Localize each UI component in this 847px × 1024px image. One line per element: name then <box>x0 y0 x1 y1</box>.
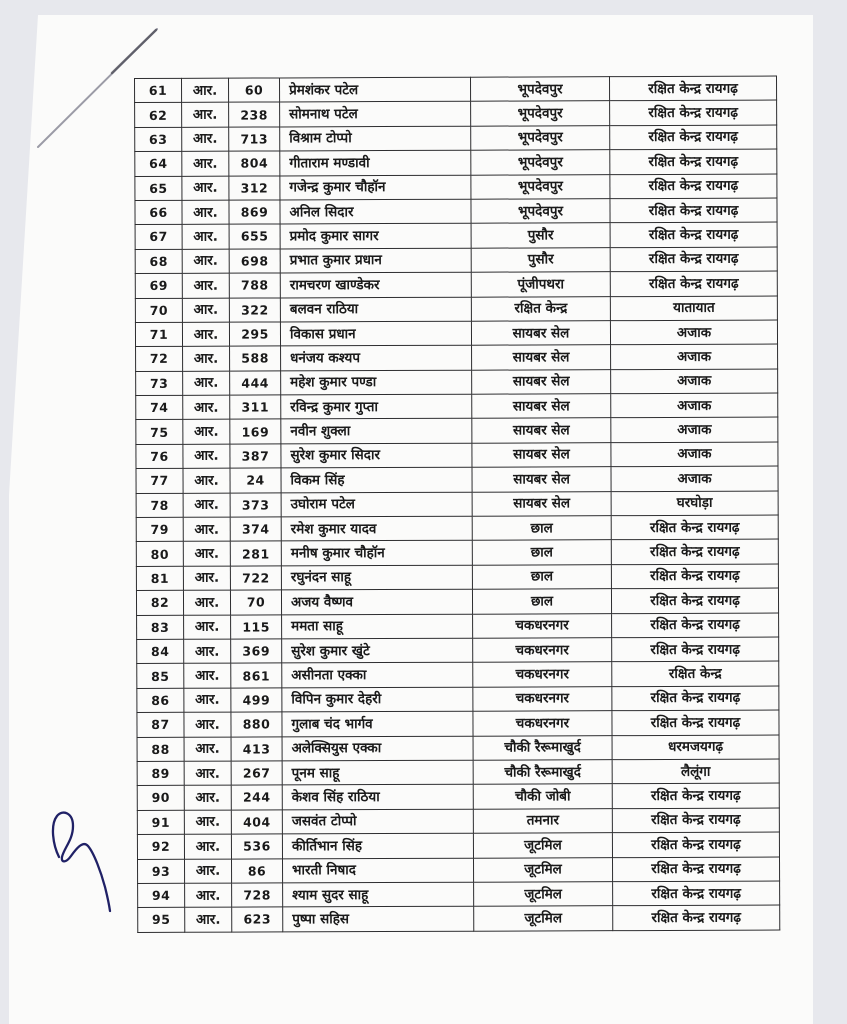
cell-rank: आर. <box>185 883 232 908</box>
cell-serial-number: 67 <box>135 225 182 250</box>
cell-new-posting: अजाक <box>611 344 778 369</box>
cell-new-posting: रक्षित केन्द्र रायगढ़ <box>610 125 777 150</box>
cell-rank: आर. <box>182 298 229 323</box>
cell-current-posting: छाल <box>472 564 611 589</box>
table-row <box>137 759 779 786</box>
cell-current-posting: चकधरनगर <box>473 613 612 638</box>
table-row <box>135 125 777 152</box>
table-row <box>136 466 778 493</box>
cell-serial-number: 89 <box>137 761 184 786</box>
cell-badge-number: 115 <box>231 615 282 640</box>
cell-name: रविन्द्र कुमार गुप्ता <box>281 394 472 419</box>
cell-name: असीनता एक्का <box>282 663 473 688</box>
cell-serial-number: 84 <box>137 639 184 664</box>
table-row <box>137 613 779 640</box>
cell-new-posting: रक्षित केन्द्र रायगढ़ <box>612 637 779 662</box>
cell-current-posting: चौकी रैरूमाखुर्द <box>473 735 612 760</box>
cell-serial-number: 91 <box>137 810 184 835</box>
table-row <box>137 637 779 664</box>
cell-new-posting: रक्षित केन्द्र रायगढ़ <box>610 247 777 272</box>
cell-badge-number: 387 <box>230 444 281 469</box>
table-row <box>135 296 777 323</box>
cell-new-posting: रक्षित केन्द्र रायगढ़ <box>611 564 778 589</box>
cell-current-posting: सायबर सेल <box>472 443 611 468</box>
cell-rank: आर. <box>184 639 231 664</box>
table-row <box>135 247 777 274</box>
cell-current-posting: छाल <box>472 516 611 541</box>
cell-badge-number: 169 <box>230 419 281 444</box>
cell-rank: आर. <box>184 810 231 835</box>
table-row <box>135 271 777 298</box>
cell-badge-number: 369 <box>231 639 282 664</box>
table-row <box>137 783 779 810</box>
cell-rank: आर. <box>184 785 231 810</box>
cell-serial-number: 87 <box>137 712 184 737</box>
cell-name: श्याम सुदर साहू <box>283 882 474 907</box>
cell-badge-number: 588 <box>230 346 281 371</box>
cell-serial-number: 64 <box>135 151 182 176</box>
table-body <box>135 76 780 932</box>
cell-name: जसवंत टोप्पो <box>282 809 473 834</box>
cell-rank: आर. <box>184 664 231 689</box>
cell-new-posting: रक्षित केन्द्र रायगढ़ <box>612 857 779 882</box>
cell-serial-number: 71 <box>135 322 182 347</box>
cell-rank: आर. <box>184 688 231 713</box>
cell-new-posting: रक्षित केन्द्र रायगढ़ <box>612 808 779 833</box>
cell-rank: आर. <box>183 590 230 615</box>
cell-new-posting: रक्षित केन्द्र रायगढ़ <box>611 588 778 613</box>
cell-badge-number: 311 <box>230 395 281 420</box>
cell-rank: आर. <box>182 249 229 274</box>
cell-current-posting: चकधरनगर <box>473 711 612 736</box>
cell-serial-number: 83 <box>137 615 184 640</box>
cell-new-posting: रक्षित केन्द्र रायगढ़ <box>612 710 779 735</box>
cell-current-posting: चकधरनगर <box>473 686 612 711</box>
table-row <box>136 393 778 420</box>
cell-serial-number: 75 <box>136 420 183 445</box>
table-row <box>137 661 779 688</box>
cell-new-posting: अजाक <box>611 369 778 394</box>
cell-serial-number: 86 <box>137 688 184 713</box>
table-row <box>138 905 780 932</box>
cell-new-posting: रक्षित केन्द्र रायगढ़ <box>611 539 778 564</box>
table-row <box>136 588 778 615</box>
cell-name: प्रमोद कुमार सागर <box>280 224 471 249</box>
cell-current-posting: भूपदेवपुर <box>471 174 610 199</box>
table-row <box>135 149 777 176</box>
cell-new-posting: अजाक <box>611 466 778 491</box>
cell-rank: आर. <box>184 761 231 786</box>
cell-new-posting: रक्षित केन्द्र रायगढ़ <box>609 76 776 101</box>
cell-badge-number: 238 <box>229 102 280 127</box>
cell-name: ममता साहू <box>282 614 473 639</box>
cell-badge-number: 880 <box>231 712 282 737</box>
cell-serial-number: 93 <box>137 859 184 884</box>
cell-name: महेश कुमार पण्डा <box>281 370 472 395</box>
cell-name: केशव सिंह राठिया <box>282 785 473 810</box>
cell-badge-number: 244 <box>231 785 282 810</box>
cell-rank: आर. <box>183 346 230 371</box>
cell-serial-number: 80 <box>136 542 183 567</box>
cell-badge-number: 295 <box>229 322 280 347</box>
cell-new-posting: अजाक <box>611 442 778 467</box>
cell-current-posting: चौकी जोबी <box>473 784 612 809</box>
table-row <box>137 735 779 762</box>
table-row <box>136 564 778 591</box>
cell-badge-number: 404 <box>231 810 282 835</box>
cell-serial-number: 88 <box>137 737 184 762</box>
cell-name: पुष्पा सहिस <box>283 906 474 931</box>
cell-serial-number: 81 <box>136 566 183 591</box>
cell-current-posting: सायबर सेल <box>472 394 611 419</box>
cell-current-posting: सायबर सेल <box>472 418 611 443</box>
cell-current-posting: पुसौर <box>471 223 610 248</box>
cell-badge-number: 499 <box>231 688 282 713</box>
cell-new-posting: यातायात <box>610 296 777 321</box>
cell-current-posting: जूटमिल <box>473 833 612 858</box>
cell-new-posting: अजाक <box>611 417 778 442</box>
cell-rank: आर. <box>182 224 229 249</box>
cell-new-posting: धरमजयगढ़ <box>612 735 779 760</box>
cell-new-posting: रक्षित केन्द्र <box>612 661 779 686</box>
cell-badge-number: 267 <box>231 761 282 786</box>
cell-rank: आर. <box>183 566 230 591</box>
cell-name: धनंजय कश्यप <box>281 346 472 371</box>
cell-new-posting: रक्षित केन्द्र रायगढ़ <box>610 100 777 125</box>
cell-rank: आर. <box>183 493 230 518</box>
cell-rank: आर. <box>184 712 231 737</box>
table-row <box>138 881 780 908</box>
cell-serial-number: 74 <box>136 395 183 420</box>
table-row <box>137 808 779 835</box>
cell-current-posting: तमनार <box>473 808 612 833</box>
cell-current-posting: सायबर सेल <box>472 369 611 394</box>
cell-rank: आर. <box>182 273 229 298</box>
cell-badge-number: 722 <box>230 566 281 591</box>
cell-current-posting: जूटमिल <box>474 882 613 907</box>
table-row <box>137 710 779 737</box>
cell-rank: आर. <box>183 542 230 567</box>
cell-badge-number: 713 <box>229 127 280 152</box>
cell-rank: आर. <box>183 444 230 469</box>
table-row <box>135 100 777 127</box>
cell-current-posting: सायबर सेल <box>472 491 611 516</box>
cell-serial-number: 79 <box>136 517 183 542</box>
cell-new-posting: रक्षित केन्द्र रायगढ़ <box>610 198 777 223</box>
cell-new-posting: लैलूंगा <box>612 759 779 784</box>
cell-current-posting: भूपदेवपुर <box>471 150 610 175</box>
cell-badge-number: 70 <box>230 590 281 615</box>
cell-badge-number: 322 <box>229 297 280 322</box>
personnel-roster-table <box>134 76 780 933</box>
cell-current-posting: पूंजीपथरा <box>471 272 610 297</box>
cell-rank: आर. <box>183 395 230 420</box>
table-row <box>135 222 777 249</box>
cell-serial-number: 63 <box>135 127 182 152</box>
cell-badge-number: 869 <box>229 200 280 225</box>
table-row <box>137 832 779 859</box>
cell-rank: आर. <box>182 78 229 103</box>
cell-current-posting: चौकी रैरूमाखुर्द <box>473 760 612 785</box>
cell-new-posting: रक्षित केन्द्र रायगढ़ <box>612 686 779 711</box>
cell-new-posting: घरघोड़ा <box>611 491 778 516</box>
cell-rank: आर. <box>184 737 231 762</box>
cell-new-posting: रक्षित केन्द्र रायगढ़ <box>612 783 779 808</box>
cell-serial-number: 68 <box>135 249 182 274</box>
cell-rank: आर. <box>182 176 229 201</box>
cell-rank: आर. <box>183 420 230 445</box>
cell-serial-number: 70 <box>135 298 182 323</box>
table-row <box>135 198 777 225</box>
cell-badge-number: 536 <box>231 834 282 859</box>
cell-name: गजेन्द्र कुमार चौहॉन <box>280 175 471 200</box>
cell-current-posting: भूपदेवपुर <box>471 199 610 224</box>
cell-name: अनिल सिदार <box>280 199 471 224</box>
cell-name: नवीन शुक्ला <box>281 419 472 444</box>
cell-name: गीताराम मण्डावी <box>280 150 471 175</box>
cell-serial-number: 73 <box>136 371 183 396</box>
table-row <box>136 417 778 444</box>
cell-name: रमेश कुमार यादव <box>281 516 472 541</box>
cell-serial-number: 92 <box>137 834 184 859</box>
cell-serial-number: 62 <box>135 103 182 128</box>
table-row <box>136 515 778 542</box>
cell-rank: आर. <box>185 907 232 932</box>
cell-name: रघुनंदन साहू <box>281 565 472 590</box>
cell-name: विपिन कुमार देहरी <box>282 687 473 712</box>
cell-new-posting: रक्षित केन्द्र रायगढ़ <box>610 149 777 174</box>
cell-badge-number: 24 <box>230 468 281 493</box>
cell-badge-number: 728 <box>232 883 283 908</box>
cell-rank: आर. <box>183 371 230 396</box>
cell-rank: आर. <box>183 517 230 542</box>
cell-name: भारती निषाद <box>282 858 473 883</box>
cell-name: बलवन राठिया <box>280 297 471 322</box>
cell-badge-number: 655 <box>229 224 280 249</box>
cell-badge-number: 60 <box>229 78 280 103</box>
cell-serial-number: 61 <box>135 78 182 103</box>
table-row <box>136 344 778 371</box>
cell-name: अजय वैष्णव <box>281 589 472 614</box>
cell-name: गुलाब चंद भार्गव <box>282 711 473 736</box>
table-row <box>135 174 777 201</box>
table-row <box>135 320 777 347</box>
cell-name: पूनम साहू <box>282 760 473 785</box>
cell-name: सुरेश कुमार सिदार <box>281 443 472 468</box>
cell-current-posting: भूपदेवपुर <box>471 101 610 126</box>
cell-badge-number: 373 <box>230 493 281 518</box>
cell-current-posting: चकधरनगर <box>473 638 612 663</box>
cell-badge-number: 698 <box>229 249 280 274</box>
cell-new-posting: रक्षित केन्द्र रायगढ़ <box>610 271 777 296</box>
cell-current-posting: रक्षित केन्द्र <box>471 296 610 321</box>
cell-current-posting: भूपदेवपुर <box>470 77 609 102</box>
cell-current-posting: सायबर सेल <box>472 345 611 370</box>
cell-current-posting: जूटमिल <box>474 906 613 931</box>
table-row <box>137 857 779 884</box>
cell-badge-number: 861 <box>231 663 282 688</box>
cell-rank: आर. <box>184 615 231 640</box>
cell-name: सोमनाथ पटेल <box>280 102 471 127</box>
cell-name: सुरेश कुमार खुंटे <box>282 638 473 663</box>
cell-serial-number: 65 <box>135 176 182 201</box>
table-row <box>136 539 778 566</box>
cell-badge-number: 444 <box>230 371 281 396</box>
cell-current-posting: छाल <box>472 589 611 614</box>
cell-name: उघोराम पटेल <box>281 492 472 517</box>
cell-new-posting: रक्षित केन्द्र रायगढ़ <box>613 881 780 906</box>
cell-serial-number: 85 <box>137 664 184 689</box>
cell-badge-number: 788 <box>229 273 280 298</box>
cell-badge-number: 374 <box>230 517 281 542</box>
cell-serial-number: 82 <box>136 591 183 616</box>
cell-new-posting: अजाक <box>610 320 777 345</box>
table-row <box>136 369 778 396</box>
cell-new-posting: रक्षित केन्द्र रायगढ़ <box>611 515 778 540</box>
cell-badge-number: 804 <box>229 151 280 176</box>
cell-current-posting: छाल <box>472 540 611 565</box>
cell-current-posting: भूपदेवपुर <box>471 125 610 150</box>
cell-rank: आर. <box>183 468 230 493</box>
cell-new-posting: रक्षित केन्द्र रायगढ़ <box>610 222 777 247</box>
cell-serial-number: 77 <box>136 469 183 494</box>
cell-rank: आर. <box>184 834 231 859</box>
cell-name: कीर्तिभान सिंह <box>282 833 473 858</box>
cell-current-posting: पुसौर <box>471 247 610 272</box>
cell-new-posting: रक्षित केन्द्र रायगढ़ <box>613 905 780 930</box>
cell-name: मनीष कुमार चौहॉन <box>281 541 472 566</box>
cell-serial-number: 66 <box>135 200 182 225</box>
cell-new-posting: अजाक <box>611 393 778 418</box>
cell-name: विकास प्रधान <box>280 321 471 346</box>
cell-new-posting: रक्षित केन्द्र रायगढ़ <box>612 613 779 638</box>
cell-badge-number: 623 <box>232 907 283 932</box>
cell-badge-number: 312 <box>229 176 280 201</box>
cell-rank: आर. <box>182 322 229 347</box>
cell-rank: आर. <box>184 859 231 884</box>
cell-serial-number: 69 <box>135 273 182 298</box>
cell-name: अलेक्सियुस एक्का <box>282 736 473 761</box>
cell-name: प्रभात कुमार प्रधान <box>280 248 471 273</box>
cell-current-posting: जूटमिल <box>473 857 612 882</box>
cell-name: विकम सिंह <box>281 467 472 492</box>
table-row <box>137 686 779 713</box>
cell-serial-number: 95 <box>138 908 185 933</box>
cell-badge-number: 86 <box>231 858 282 883</box>
table-row <box>135 76 777 103</box>
table-row <box>136 491 778 518</box>
cell-current-posting: चकधरनगर <box>473 662 612 687</box>
cell-serial-number: 78 <box>136 493 183 518</box>
cell-rank: आर. <box>182 103 229 128</box>
cell-name: रामचरण खाण्डेकर <box>280 272 471 297</box>
cell-serial-number: 76 <box>136 444 183 469</box>
cell-new-posting: रक्षित केन्द्र रायगढ़ <box>612 832 779 857</box>
cell-serial-number: 72 <box>136 347 183 372</box>
table-row <box>136 442 778 469</box>
cell-badge-number: 281 <box>230 541 281 566</box>
cell-serial-number: 94 <box>138 883 185 908</box>
cell-new-posting: रक्षित केन्द्र रायगढ़ <box>610 174 777 199</box>
cell-current-posting: सायबर सेल <box>472 467 611 492</box>
cell-name: प्रेमशंकर पटेल <box>280 77 471 102</box>
cell-rank: आर. <box>182 200 229 225</box>
cell-rank: आर. <box>182 151 229 176</box>
cell-current-posting: सायबर सेल <box>471 321 610 346</box>
cell-name: विश्राम टोप्पो <box>280 126 471 151</box>
cell-rank: आर. <box>182 127 229 152</box>
cell-badge-number: 413 <box>231 736 282 761</box>
cell-serial-number: 90 <box>137 786 184 811</box>
